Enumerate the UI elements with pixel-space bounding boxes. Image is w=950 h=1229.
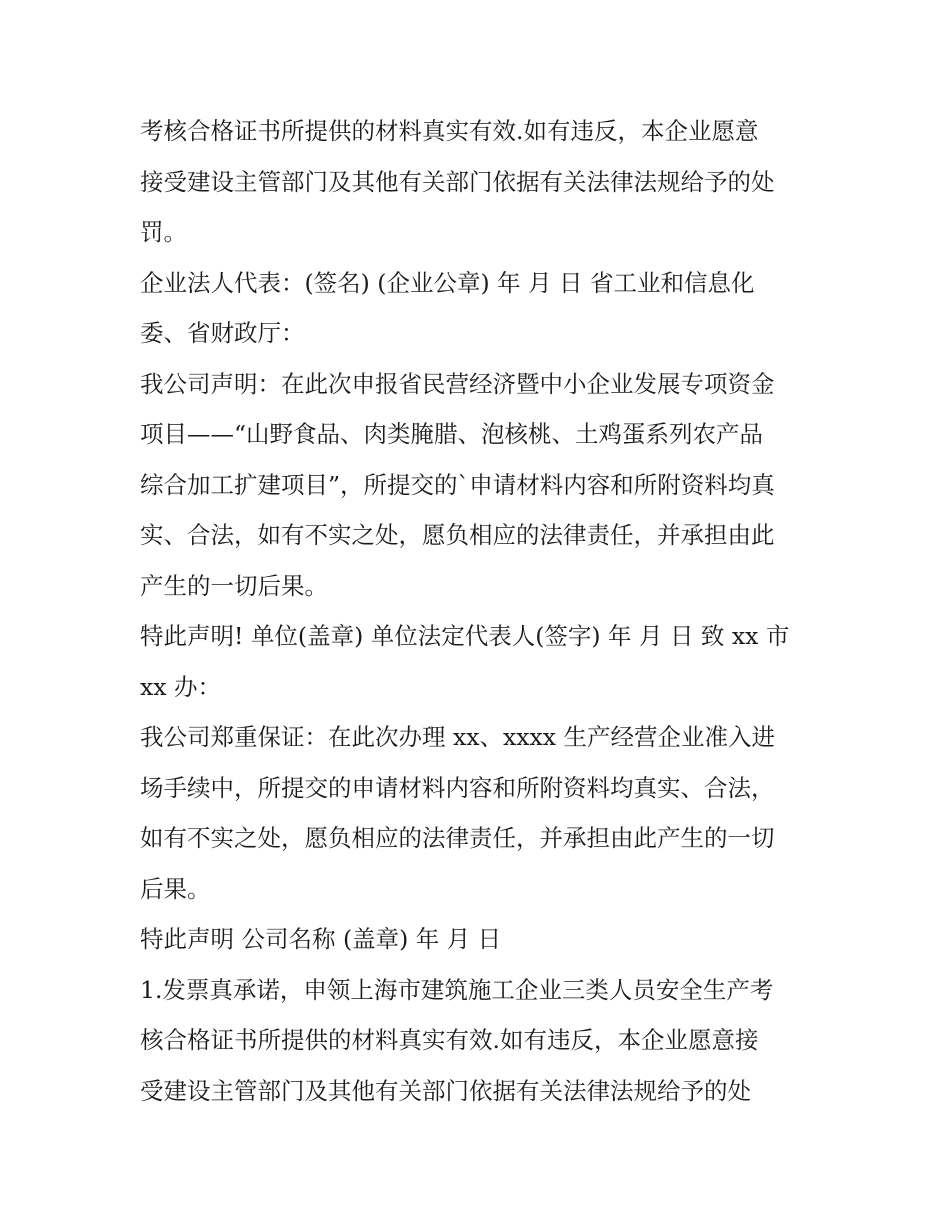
text-line: 特此声明 公司名称 (盖章) 年 月 日 [140,925,502,953]
text-line: 场手续中，所提交的申请材料内容和所附资料均真实、合法， [140,773,775,802]
text-line: 产生的一切后果。 [140,571,328,600]
text-line: 综合加工扩建项目”，所提交的`申请材料内容和所附资料均真 [140,470,775,499]
text-line: 如有不实之处，愿负相应的法律责任，并承担由此产生的一切 [140,824,775,852]
text-line: 核合格证书所提供的材料真实有效.如有违反，本企业愿意接 [140,1026,759,1054]
text-line: 我公司声明：在此次申报省民营经济暨中小企业发展专项资金 [140,369,775,398]
text-line: 考核合格证书所提供的材料真实有效.如有违反，本企业愿意 [140,117,759,145]
text-line: 委、省财政厅： [140,319,305,347]
text-line: xx 办： [140,672,221,701]
text-line: 罚。 [140,218,187,246]
text-line: 特此声明! 单位(盖章) 单位法定代表人(签字) 年 月 日 致 xx 市 [140,622,790,650]
text-line: 后果。 [140,874,211,903]
text-line: 我公司郑重保证：在此次办理 xx、xxxx 生产经营企业准入进 [140,723,775,751]
document-body [140,106,820,1116]
text-line: 项目——“山野食品、肉类腌腊、泡核桃、土鸡蛋系列农产品 [140,420,764,448]
text-line: 受建设主管部门及其他有关部门依据有关法律法规给予的处 [140,1076,751,1105]
text-line: 企业法人代表：(签名) (企业公章) 年 月 日 省工业和信息化 [140,268,755,297]
text-line: 接受建设主管部门及其他有关部门依据有关法律法规给予的处 [140,167,775,196]
text-line: 1.发票真承诺，申领上海市建筑施工企业三类人员安全生产考 [140,975,774,1004]
text-line: 实、合法，如有不实之处，愿负相应的法律责任，并承担由此 [140,521,775,549]
